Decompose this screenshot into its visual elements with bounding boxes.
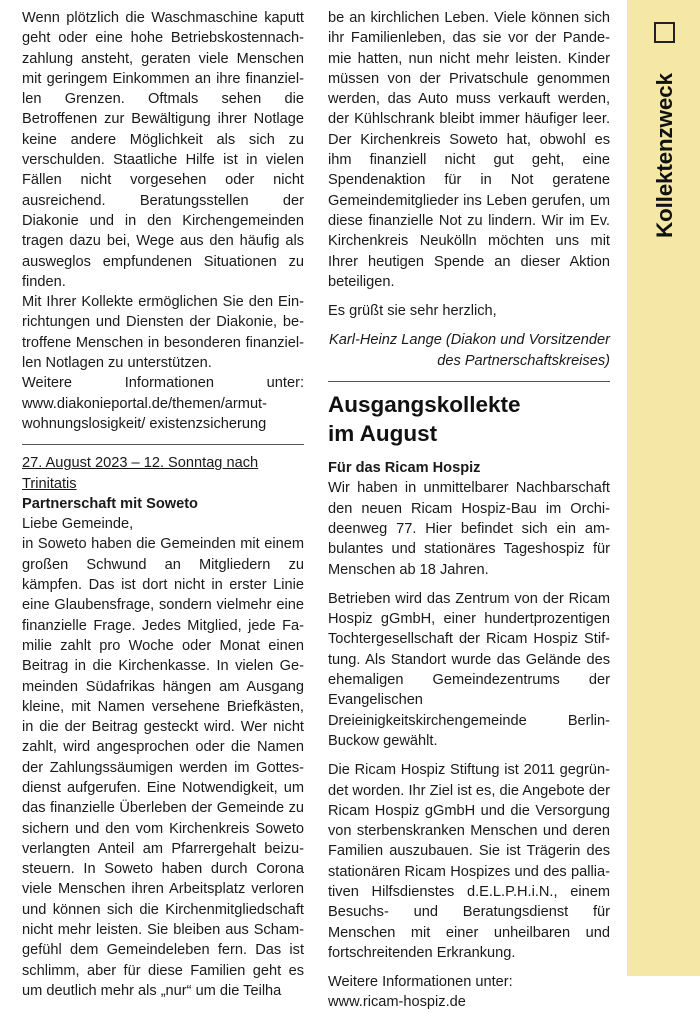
paragraph: Weitere Informationen unter: www.diakonieportal.de/themen/armut-wohnungslosigkeit/ existenzsicherung bbox=[22, 375, 304, 432]
paragraph: Wenn plötzlich die Waschmaschine kaputt geht oder eine hohe Betriebskostennachzahlung ansteht, geraten viele Menschen mit geringem Einkommen an ihre finanziellen Grenzen. Oftmals sehen die Betroffenen zur Bewältigung ihrer Notlage keine andere Möglichkeit als sich zu verschulden. Staatliche Hilfe ist in vielen Fällen nicht vorgesehen oder nicht ausreichend. Beratungsstellen der Diakonie und in den Kirchengemeinden tragen dazu bei, Wege aus den häufig als ausweglos empfundenen Situationen zu finden. bbox=[22, 10, 304, 290]
signature: Karl-Heinz Lange (Diakon und Vorsitzender des Partnerschaftskreises) bbox=[329, 332, 610, 369]
info-label: Weitere Informationen unter: bbox=[328, 974, 513, 991]
paragraph: Betrieben wird das Zentrum von der Ricam Hospiz gGmbH, einer hundertprozentigen Tochtergesellschaft der Ricam Hospiz Stiftung. Als Standort wurde das Gelände des ehemaligen Gemeindezentrums der Evangelischen Dreieinigkeitskirchengemeinde Berlin-Buckow gewählt. bbox=[328, 590, 610, 749]
paragraph: Wir haben in unmittelbarer Nachbarschaft den neuen Ricam Hospiz-Bau im Orchideenweg 77. Hier befindet sich ein ambulantes und stationäres Tageshospiz für Menschen ab 18 Jahren. bbox=[328, 480, 610, 578]
section-subtitle: Für das Ricam Hospiz bbox=[328, 460, 481, 477]
paragraph: Die Ricam Hospiz Stiftung ist 2011 gegründet worden. Ihr Ziel ist es, die Angebote der Ricam Hospiz gGmbH und die Versorgung von sterbenskranken Menschen und deren Familien auszubauen. Sie ist Trägerin des stationären Ricam Hospizes und des palliativen Hilfsdienstes d.E.L.P.H.i.N., einem Besuchs- und Beratungsdienst für Menschen mit einer unheilbaren und fortschreitenden Erkrankung. bbox=[328, 762, 610, 961]
section-heading: Ausgangskollekte im August bbox=[328, 392, 521, 447]
divider bbox=[328, 381, 610, 382]
paragraph: in Soweto haben die Gemeinden mit einem großen Schwund an Mitgliedern zu kämpfen. Das ist dort nicht in erster Linie eine Glaubensfrage, sondern vielmehr eine finanzielle Frage. Jedes Mitglied, jede Familie zahlt pro Woche oder Monat einen Beitrag in die Kirchenkasse. In vielen Gemeinden Südafrikas hängen am Ausgang kleine, mit Namen versehene Briefkästen, in die der Beitrag gesteckt wird. Wer nicht zahlt, wird angesprochen oder die Namen der Zahlungssäumigen werden im Gottesdienst aufgerufen. Eine Notwendigkeit, um das finanzielle Überleben der Gemeinde zu sichern und den vom Kirchenkreis Soweto verlangten Anteil am Pfarrergehalt beizusteuern. In Soweto haben durch Corona viele Menschen ihren Arbeitsplatz verloren und können sich die Kirchenmitgliedschaft nicht mehr leisten. Sie bleiben aus Schamgefühl dem Gemeindeleben fern. Das ist schlimm, aber für diese Familien geht es um deutlich mehr als „nur“ um die Teilha bbox=[22, 536, 304, 999]
date-line: 27. August 2023 – 12. Sonntag nach Trinitatis bbox=[22, 455, 259, 492]
checkbox-icon[interactable] bbox=[654, 22, 675, 43]
middle-column bbox=[328, 8, 610, 1013]
divider bbox=[22, 444, 304, 445]
closing-line: Es grüßt sie sehr herzlich, bbox=[328, 303, 497, 320]
info-link[interactable]: www.ricam-hospiz.de bbox=[328, 994, 466, 1011]
greeting: Liebe Gemeinde, bbox=[22, 516, 134, 533]
paragraph: be an kirchlichen Leben. Viele können sich ihr Familienleben, das sie vor der Pandemie hatten, nun nicht mehr leisten. Kinder müssen von der Privatschule genommen werden, das Auto muss verkauft werden, der Kühlschrank bleibt immer häufiger leer. Der Kirchenkreis Soweto hat, obwohl es ihm finanziell nicht gut geht, eine Spendenaktion für in Not geratene Gemeindemitglieder ins Leben gerufen, um diese finanzielle Not zu lindern. Wir im Ev. Kirchenkreis Neukölln möchten uns mit Ihrer heutigen Spende an dieser Aktion beteiligen. bbox=[328, 10, 610, 290]
section-subtitle: Partnerschaft mit Soweto bbox=[22, 495, 198, 512]
left-column bbox=[22, 8, 304, 1001]
paragraph: Mit Ihrer Kollekte ermöglichen Sie den Einrichtungen und Diensten der Diakonie, betroffene Menschen in besonderen finanziellen Notlagen zu unterstützen. bbox=[22, 294, 304, 372]
sidebar-title: Kollektenzweck bbox=[652, 73, 677, 238]
